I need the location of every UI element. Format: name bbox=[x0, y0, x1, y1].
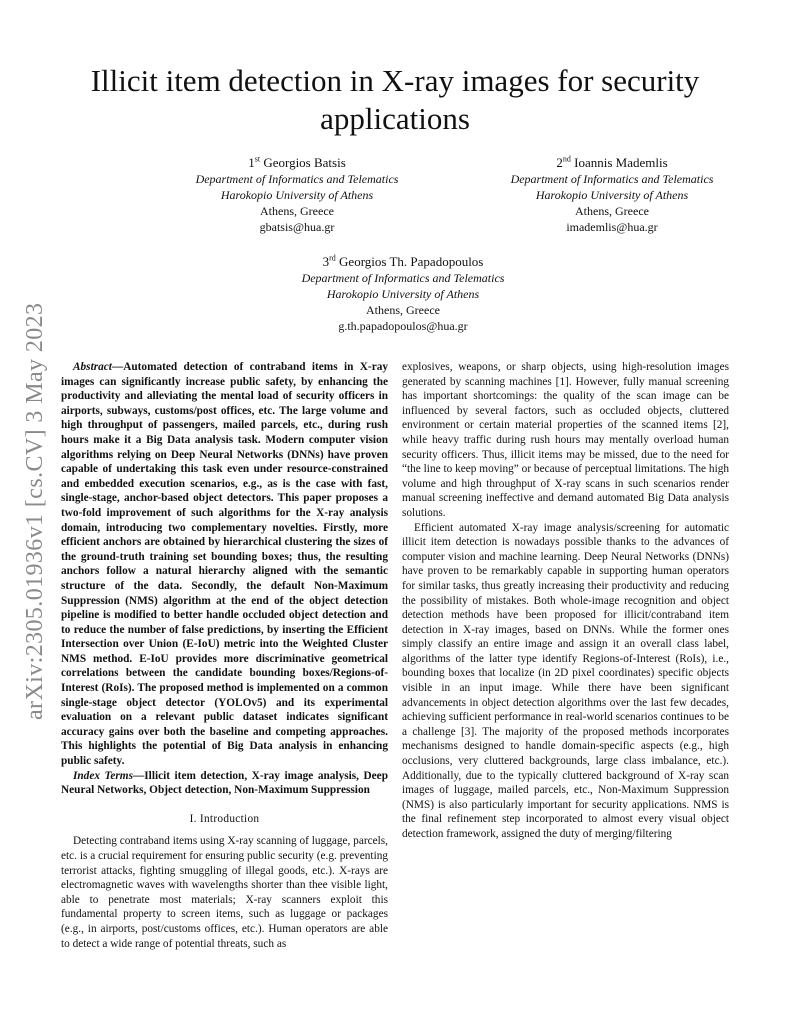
author-block-2 bbox=[462, 155, 762, 235]
author-location: Athens, Greece bbox=[260, 204, 334, 218]
author-ordinal-suffix: rd bbox=[329, 253, 336, 263]
author-ordinal-suffix: st bbox=[254, 154, 261, 164]
author-ordinal-suffix: nd bbox=[562, 154, 571, 164]
author-email: imademlis@hua.gr bbox=[566, 220, 658, 234]
author-name: Ioannis Mademlis bbox=[574, 155, 668, 170]
author-name-line bbox=[253, 254, 553, 270]
author-block-1 bbox=[147, 155, 447, 235]
author-ordinal: 2 bbox=[556, 155, 563, 170]
author-department: Department of Informatics and Telematics bbox=[301, 271, 505, 285]
author-email: g.th.papadopoulos@hua.gr bbox=[338, 319, 468, 333]
arxiv-identifier-stamp: arXiv:2305.01936v1 [cs.CV] 3 May 2023 bbox=[22, 302, 48, 720]
author-name-line bbox=[462, 155, 762, 171]
author-location: Athens, Greece bbox=[575, 204, 649, 218]
author-department: Department of Informatics and Telematics bbox=[510, 172, 714, 186]
right-column bbox=[402, 360, 729, 842]
abstract bbox=[61, 360, 388, 769]
author-name-line bbox=[147, 155, 447, 171]
author-block-3 bbox=[253, 254, 553, 334]
abstract-text: —Automated detection of contraband items in X-ray images can significantly increase public safety, by enhancing the productivity and alleviating the mental load of security officers in airports, subways, customs/post offices, etc. The large volume and high throughput of passengers, mailed parcels, etc., during rush hours make it a Big Data analysis task. Modern computer vision algorithms relying on Deep Neural Networks (DNNs) have proven capable of undertaking this task even under resource-constrained and embedded execution scenarios, e.g., as is the case with fast, single-stage, anchor-based object detectors. This paper proposes a two-fold improvement of such algorithms for the X-ray analysis domain, introducing two complementary novelties. Firstly, more efficient anchors are obtained by hierarchical clustering the sizes of the ground-truth training set bounding boxes; thus, the resulting anchors follow a natural hierarchy aligned with the semantic structure of the data. Secondly, the default Non-Maximum Suppression (NMS) algorithm at the end of the object detection pipeline is modified to better handle occluded object detection and to reduce the number of false predictions, by inserting the Efficient Intersection over Union (E-IoU) metric into the Weighted Cluster NMS method. E-IoU provides more discriminative geometrical correlations between the candidate bounding boxes/Regions-of-Interest (RoIs). The proposed method is implemented on a common single-stage object detector (YOLOv5) and its experimental evaluation on a relevant public dataset indicates significant accuracy gains over both the baseline and competing approaches. This highlights the potential of Big Data analysis in enhancing public safety. bbox=[61, 361, 388, 768]
intro-paragraph-1-continued: explosives, weapons, or sharp objects, using high-resolution images generated by scanning machines [1]. However, fully manual screening has important shortcomings: the quality of the scan image can be influenced by several factors, such as occluded objects, cluttered environment or certain material properties of the scanned items [2], while heavy traffic during rush hours may mentally overload human security officers. Thus, illicit items may be missed, due to the need for “the line to keep moving” or because of perceptual limitations. The high volume and high throughput of X-ray scans in such scenarios render manual screening ineffective and demand automated Big Data analysis solutions. bbox=[402, 361, 729, 519]
index-terms-lead: Index Terms bbox=[73, 769, 133, 782]
index-terms bbox=[61, 769, 388, 798]
author-university: Harokopio University of Athens bbox=[326, 287, 480, 301]
author-university: Harokopio University of Athens bbox=[220, 188, 374, 202]
index-terms-text: —Illicit item detection, X-ray image analysis, Deep Neural Networks, Object detection, Non-Maximum Suppression bbox=[61, 769, 388, 797]
intro-paragraph-2: Efficient automated X-ray image analysis/screening for automatic illicit item detection is nowadays possible thanks to the advances of computer vision and machine learning. Deep Neural Networks (DNNs) have proven to be remarkably capable in supporting human operators for similar tasks, thus greatly increasing their productivity and reducing the possibility of mistakes. Both whole-image recognition and object detection methods have been proposed for illicit/contraband item detection in X-ray images, based on DNNs. While the former ones simply classify an entire image and assign it an overall class label, algorithms of the latter type identify Regions-of-Interest (RoIs), i.e., bounding boxes that localize (in 2D pixel coordinates) specific objects visible in an input image. While there have been significant advancements in object detection algorithms over the last few decades, achieving sufficient performance in real-world scenarios continues to be a challenge [3]. The majority of the proposed methods incorporates mechanisms designed to handle domain-specific aspects (e.g., high occlusions, very cluttered backgrounds, large class imbalance, etc.). Additionally, due to the typically cluttered background of X-ray scan images of luggage, mailed parcels, etc., Non-Maximum Suppression (NMS) is also particularly important for security applications. NMS is the final refinement step incorporated to almost every visual object detection framework, assigned the duty of merging/filtering bbox=[402, 521, 729, 840]
author-ordinal: 3 bbox=[322, 254, 330, 269]
section-heading-introduction: I. Introduction bbox=[189, 812, 260, 825]
left-column bbox=[61, 360, 388, 951]
paper-title: Illicit item detection in X-ray images for security applications bbox=[90, 63, 700, 136]
author-email: gbatsis@hua.gr bbox=[259, 220, 335, 234]
author-location: Athens, Greece bbox=[366, 303, 440, 317]
author-name: Georgios Batsis bbox=[263, 155, 346, 170]
author-name: Georgios Th. Papadopoulos bbox=[339, 254, 484, 269]
intro-paragraph-1: Detecting contraband items using X-ray scanning of luggage, parcels, etc. is a crucial requirement for ensuring public security (e.g. preventing terrorist attacks, fighting smuggling of illegal goods, etc.). X-rays are electromagnetic waves with wavelengths shorter than thee visible light, able to penetrate most materials; X-ray scanners exploit this fundamental property to screen items, such as luggage or packages (e.g., in airports, post/customs offices, etc.). Human operators are able to detect a wide range of potential threats, such as bbox=[61, 835, 388, 950]
abstract-lead: Abstract bbox=[73, 361, 112, 373]
author-ordinal: 1 bbox=[248, 155, 255, 170]
author-university: Harokopio University of Athens bbox=[535, 188, 689, 202]
author-department: Department of Informatics and Telematics bbox=[195, 172, 399, 186]
